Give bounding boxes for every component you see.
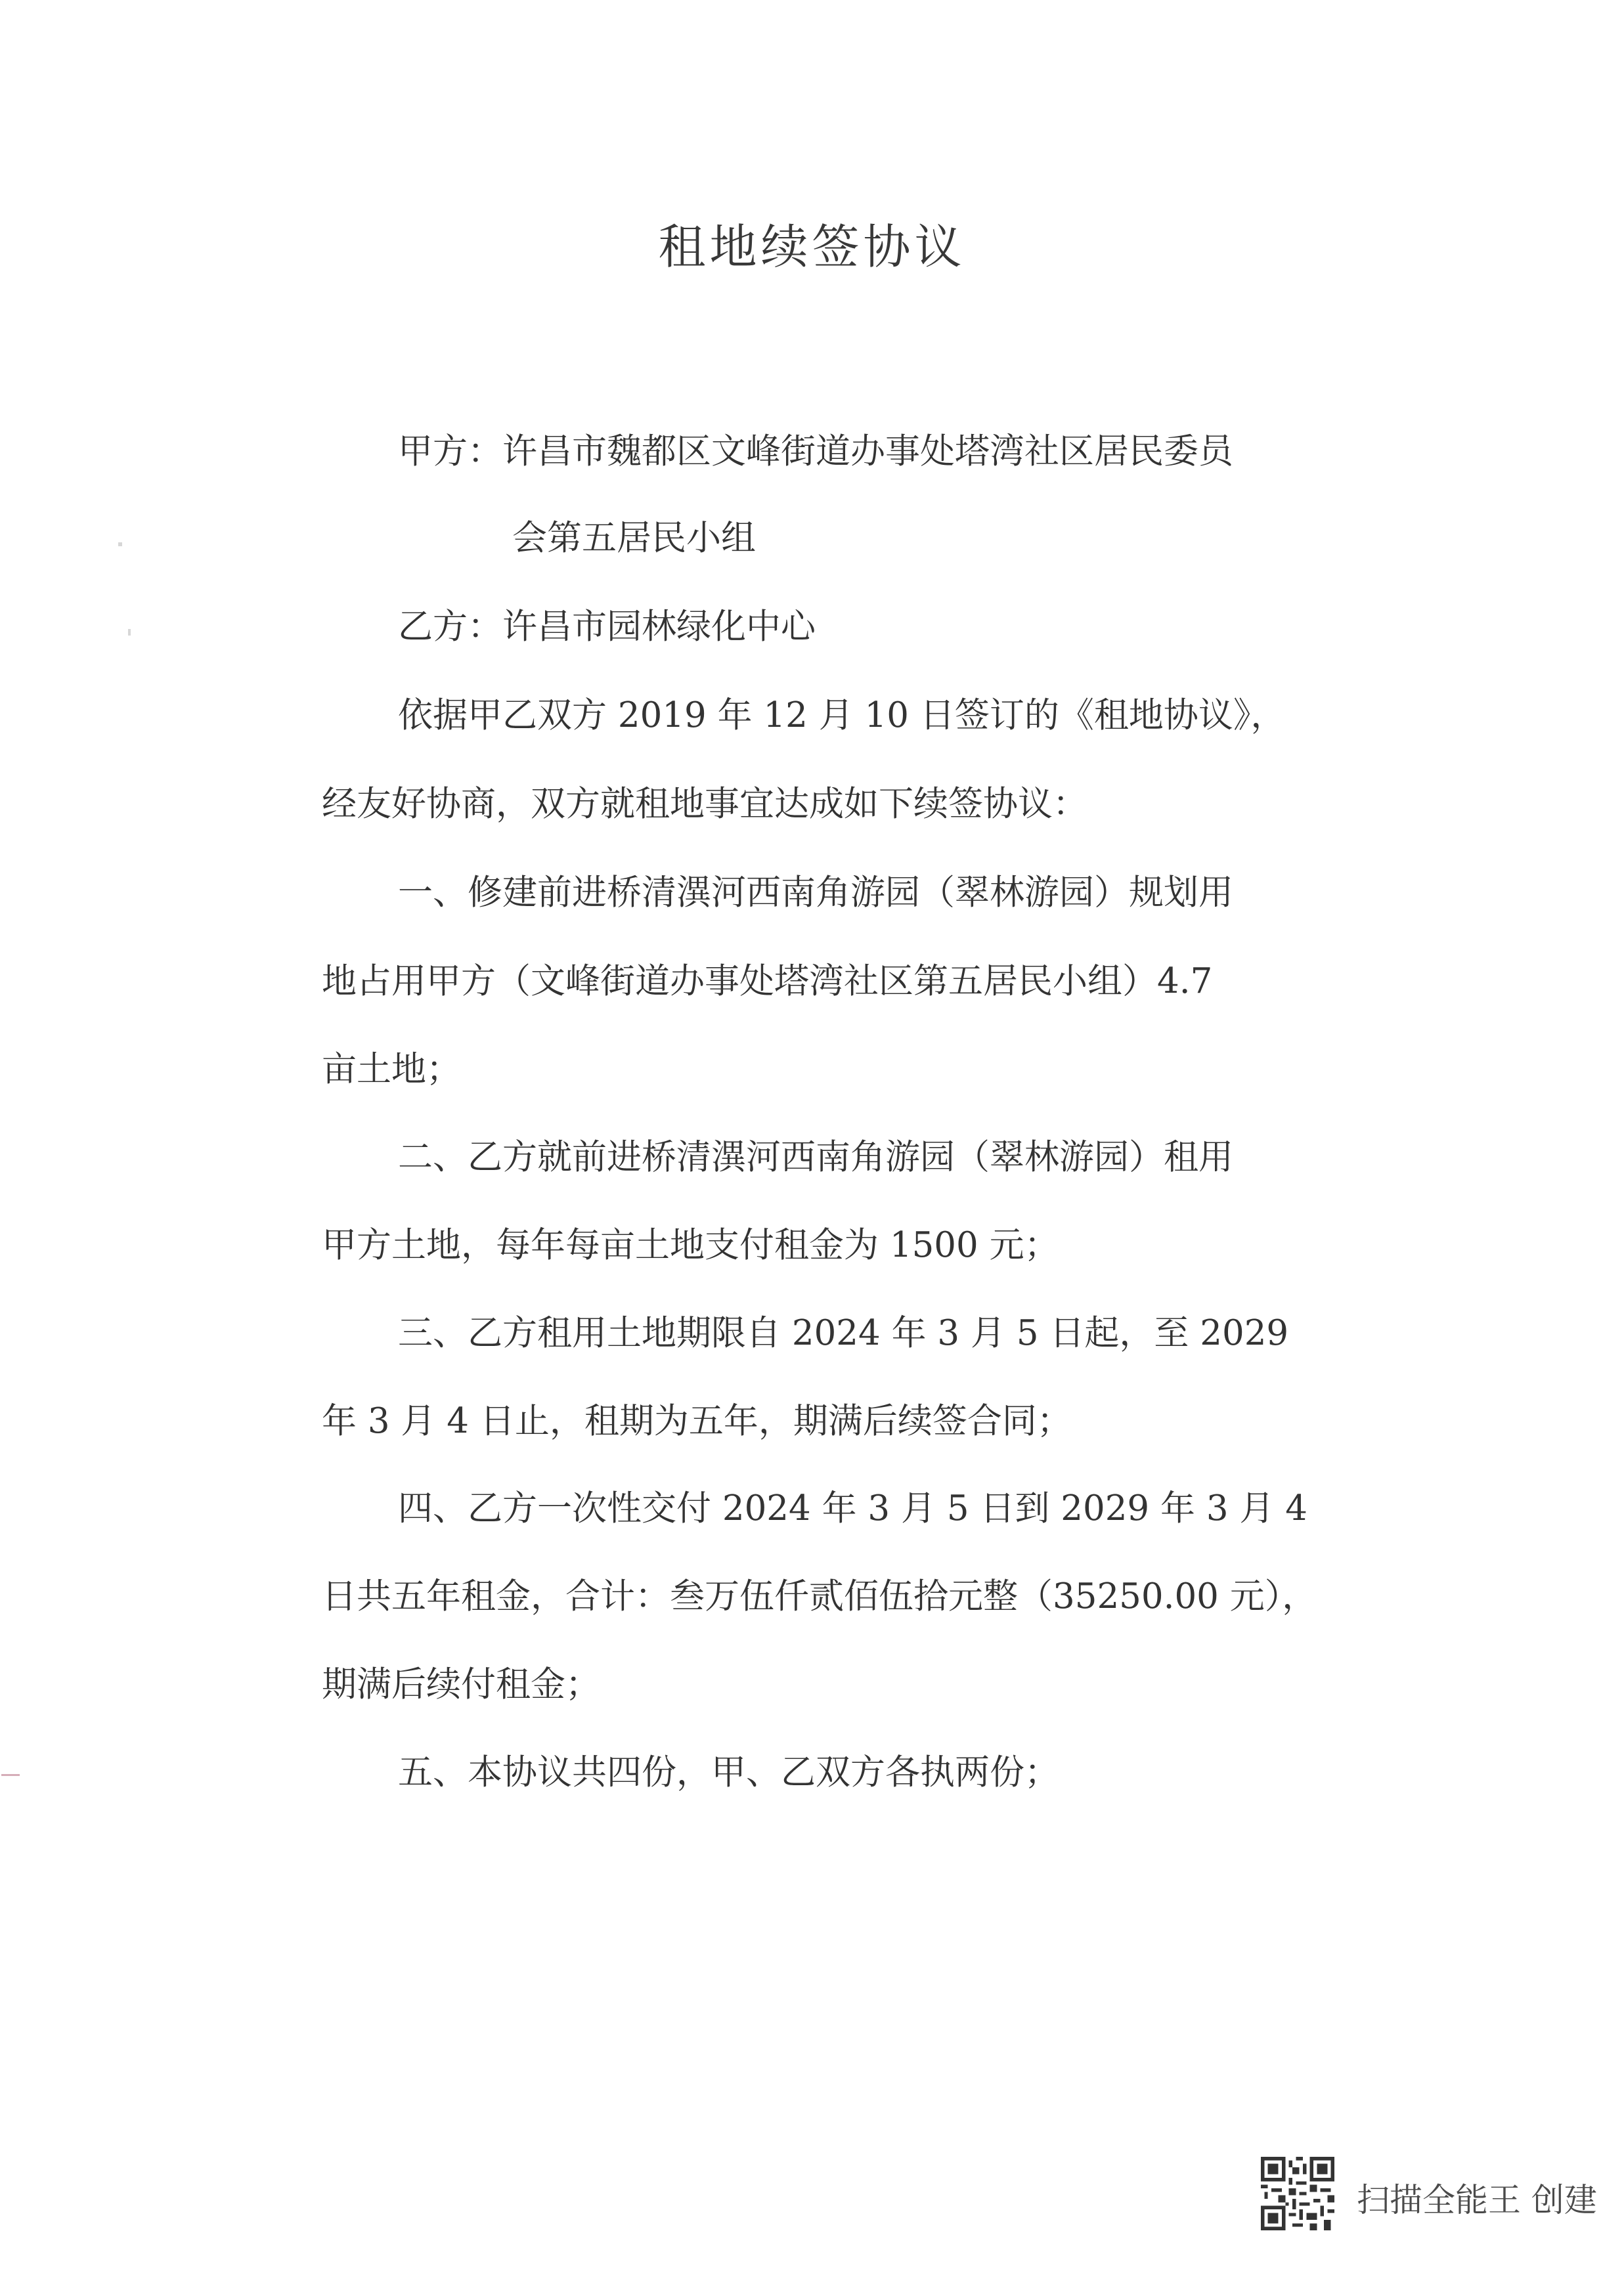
intro-line-2: 经友好协商，双方就租地事宜达成如下续签协议： (322, 784, 1087, 824)
clause-4-line-2: 日共五年租金，合计：叁万伍仟贰佰伍拾元整（35250.00 元）， (322, 1576, 1317, 1616)
scan-speck (128, 629, 131, 636)
clause-1-line-3: 亩土地； (322, 1049, 461, 1089)
qr-code-icon (1261, 2157, 1334, 2230)
party-a-line-2: 会第五居民小组 (512, 518, 756, 558)
scanner-watermark (1261, 2157, 1615, 2229)
intro-line-1: 依据甲乙双方 2019 年 12 月 10 日签订的《租地协议》， (398, 695, 1286, 735)
clause-3-line-1: 三、乙方租用土地期限自 2024 年 3 月 5 日起，至 2029 (398, 1313, 1289, 1353)
clause-5-line: 五、本协议共四份，甲、乙双方各执两份； (398, 1752, 1059, 1792)
clause-2-line-1: 二、乙方就前进桥清潩河西南角游园（翠林游园）租用 (398, 1137, 1233, 1177)
clause-4-line-3: 期满后续付租金； (322, 1664, 600, 1704)
clause-2-line-2: 甲方土地，每年每亩土地支付租金为 1500 元； (322, 1225, 1059, 1265)
clause-1-line-1: 一、修建前进桥清潩河西南角游园（翠林游园）规划用 (398, 873, 1233, 913)
party-b-line: 乙方：许昌市园林绿化中心 (398, 607, 816, 647)
clause-4-line-1: 四、乙方一次性交付 2024 年 3 月 5 日到 2029 年 3 月 4 (398, 1488, 1307, 1528)
page-title: 租地续签协议 (658, 219, 966, 274)
clause-3-line-2: 年 3 月 4 日止，租期为五年，期满后续签合同； (322, 1401, 1072, 1441)
clause-1-line-2: 地占用甲方（文峰街道办事处塔湾社区第五居民小组）4.7 (322, 961, 1213, 1001)
scan-mark (1, 1774, 20, 1776)
party-a-line-1: 甲方：许昌市魏都区文峰街道办事处塔湾社区居民委员 (398, 431, 1233, 471)
scan-speck (118, 542, 122, 546)
scanner-watermark-text: 扫描全能王 创建 (1357, 2181, 1597, 2219)
